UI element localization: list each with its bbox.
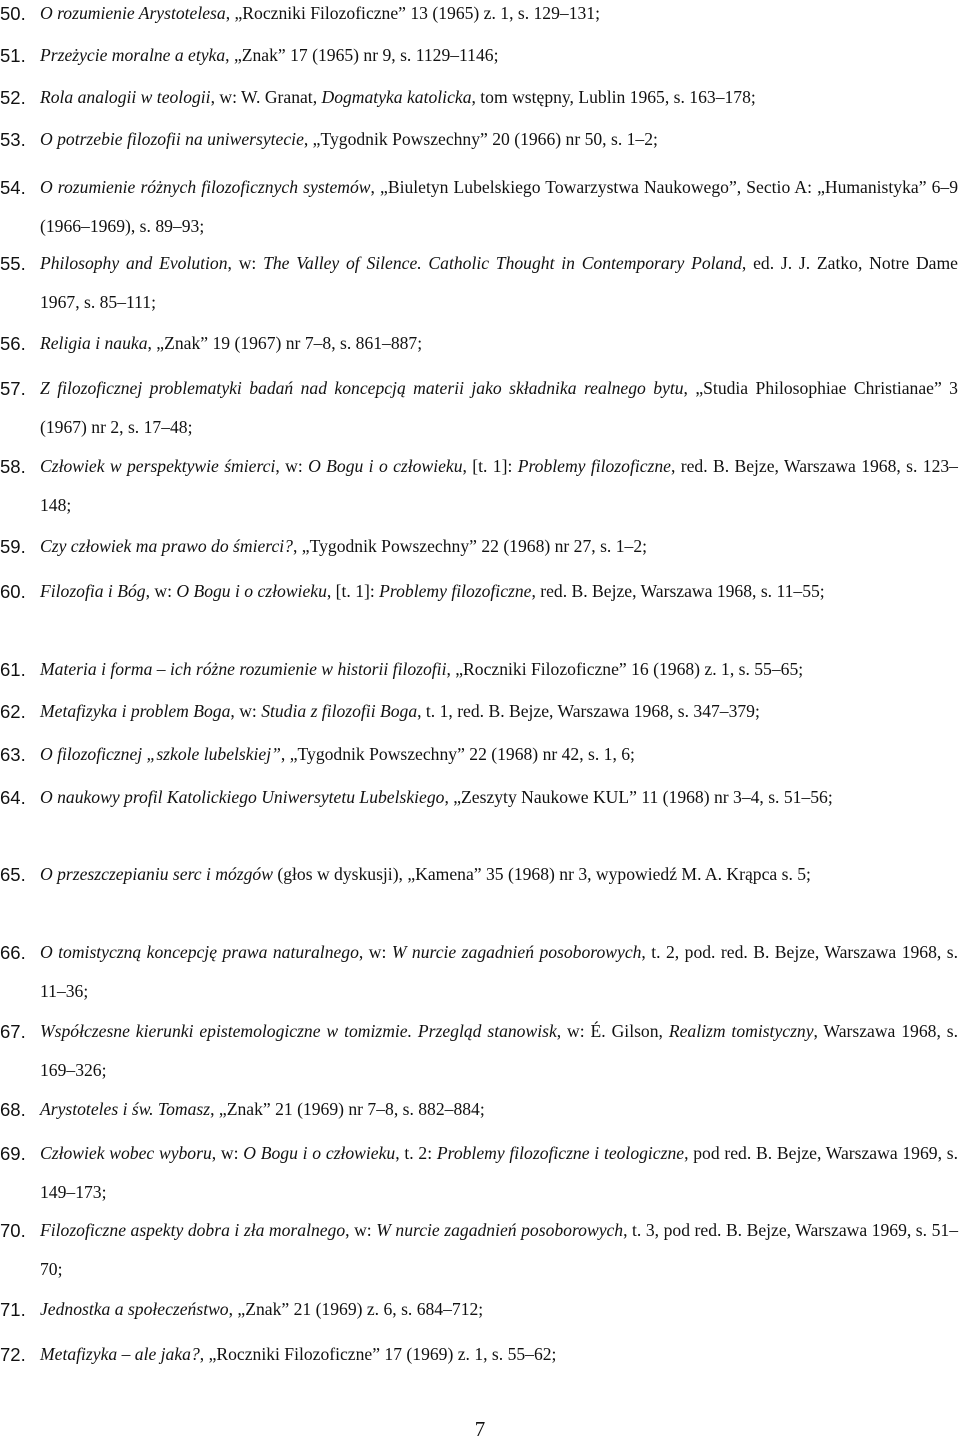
- entry-citation: , red. B. Bejze, Warszawa 1968, s. 11–55;: [531, 581, 825, 601]
- entry-citation: , „Roczniki Filozoficzne” 13 (1965) z. 1, s. 129–131;: [225, 3, 600, 23]
- entry-citation: , w:: [211, 1143, 244, 1163]
- entry-text: [40, 701, 760, 721]
- entry-number: 58.: [0, 456, 26, 477]
- entry-citation: , w:: [358, 942, 392, 962]
- entry-number: 61.: [0, 659, 26, 680]
- entry-citation: , w: W. Granat,: [210, 87, 322, 107]
- entry-text: [40, 456, 958, 515]
- entry-citation: , „Zeszyty Naukowe KUL” 11 (1968) nr 3–4, s. 51–56;: [444, 787, 833, 807]
- bibliography-entry: [0, 1012, 960, 1090]
- entry-citation: , „Biuletyn Lubelskiego Towarzystwa Naukowego”, Sectio A: „Humanistyka” 6–9 (1966–1969), s. 89–93;: [40, 177, 958, 236]
- entry-citation: , t. 2, pod. red. B. Bejze, Warszawa 1968, s. 11–36;: [40, 942, 958, 1001]
- entry-number: 53.: [0, 129, 26, 150]
- entry-source-title: O Bogu i o człowieku: [308, 456, 463, 476]
- entry-citation: , „Roczniki Filozoficzne” 16 (1968) z. 1, s. 55–65;: [446, 659, 804, 679]
- entry-text: [40, 787, 833, 807]
- entry-number: 65.: [0, 864, 26, 885]
- entry-number: 60.: [0, 581, 26, 602]
- entry-citation: , pod red. B. Bejze, Warszawa 1969, s. 149–173;: [40, 1143, 958, 1202]
- entry-number: 59.: [0, 536, 26, 557]
- entry-citation: , „Znak” 21 (1969) nr 7–8, s. 882–884;: [210, 1099, 485, 1119]
- bibliography-entry: [0, 244, 960, 322]
- entry-title: O naukowy profil Katolickiego Uniwersytetu Lubelskiego: [40, 787, 445, 807]
- entry-title: O potrzebie filozofii na uniwersytecie: [40, 129, 304, 149]
- entry-citation: , „Studia Philosophiae Christianae” 3 (1967) nr 2, s. 17–48;: [40, 378, 958, 437]
- entry-title: O rozumienie Arystotelesa: [40, 3, 226, 23]
- entry-number: 72.: [0, 1344, 26, 1365]
- entry-text: [40, 1344, 556, 1364]
- entry-source-title: W nurcie zagadnień posoborowych: [376, 1220, 624, 1240]
- entry-title: Człowiek wobec wyboru: [40, 1143, 212, 1163]
- entry-citation: , red. B. Bejze, Warszawa 1968, s. 123–148;: [40, 456, 958, 515]
- entry-text: [40, 333, 422, 353]
- bibliography-entry: [0, 447, 960, 525]
- page-number: 7: [474, 1417, 486, 1441]
- entry-text: [40, 536, 647, 556]
- entry-citation: (głos w dyskusji), „Kamena” 35 (1968) nr 3, wypowiedź M. A. Krąpca s. 5;: [272, 864, 811, 884]
- entry-citation: , [t. 1]:: [462, 456, 518, 476]
- entry-title: Jednostka a społeczeństwo: [40, 1299, 229, 1319]
- bibliography-entry: [0, 855, 960, 894]
- bibliography-entry: [0, 572, 960, 611]
- entry-citation: , t. 1, red. B. Bejze, Warszawa 1968, s. 347–379;: [417, 701, 760, 721]
- entry-number: 66.: [0, 942, 26, 963]
- entry-title: Z filozoficznej problematyki badań nad koncepcją materii jako składnika realnego bytu: [40, 378, 684, 398]
- entry-number: 67.: [0, 1021, 26, 1042]
- entry-number: 57.: [0, 378, 26, 399]
- entry-source-title: Problemy filozoficzne i teologiczne: [436, 1143, 685, 1163]
- entry-source-title: Dogmatyka katolicka: [321, 87, 472, 107]
- entry-text: [40, 744, 635, 764]
- entry-number: 69.: [0, 1143, 26, 1164]
- entry-text: [40, 1143, 958, 1202]
- entry-citation: , „Znak” 21 (1969) z. 6, s. 684–712;: [228, 1299, 484, 1319]
- bibliography-entry: [0, 78, 960, 117]
- entry-citation: , w: É. Gilson,: [556, 1021, 669, 1041]
- entry-source-title: The Valley of Silence. Catholic Thought in Contemporary Poland: [263, 253, 742, 273]
- bibliography-entry: [0, 778, 960, 817]
- entry-citation: , „Tygodnik Powszechny” 22 (1968) nr 27, s. 1–2;: [292, 536, 647, 556]
- bibliography-entry: [0, 1090, 960, 1129]
- entry-citation: , w:: [145, 581, 177, 601]
- bibliography-entry: [0, 36, 960, 75]
- entry-citation: , t. 3, pod red. B. Bejze, Warszawa 1969, s. 51–70;: [40, 1220, 958, 1279]
- entry-text: [40, 1299, 483, 1319]
- entry-number: 68.: [0, 1099, 26, 1120]
- entry-number: 55.: [0, 253, 26, 274]
- entry-title: Czy człowiek ma prawo do śmierci?: [40, 536, 293, 556]
- entry-number: 52.: [0, 87, 26, 108]
- entry-text: [40, 45, 498, 65]
- entry-number: 50.: [0, 3, 26, 24]
- bibliography-entry: [0, 1290, 960, 1329]
- entry-title: Philosophy and Evolution: [40, 253, 228, 273]
- entry-text: [40, 864, 811, 884]
- entry-number: 64.: [0, 787, 26, 808]
- bibliography-entry: [0, 527, 960, 566]
- bibliography-entry: [0, 1335, 960, 1374]
- entry-text: [40, 1220, 958, 1279]
- entry-text: [40, 942, 958, 1001]
- entry-source-title: Problemy filozoficzne: [517, 456, 671, 476]
- entry-citation: , w:: [345, 1220, 377, 1240]
- entry-number: 54.: [0, 177, 26, 198]
- bibliography-entry: [0, 120, 960, 159]
- entry-title: Filozofia i Bóg: [40, 581, 146, 601]
- bibliography-entry: [0, 369, 960, 447]
- entry-number: 56.: [0, 333, 26, 354]
- entry-title: Materia i forma – ich różne rozumienie w historii filozofii: [40, 659, 447, 679]
- bibliography-entry: [0, 324, 960, 363]
- entry-text: [40, 177, 958, 236]
- bibliography-entry: [0, 168, 960, 246]
- bibliography-entry: [0, 1134, 960, 1212]
- entry-text: [40, 87, 756, 107]
- entry-citation: , Warszawa 1968, s. 169–326;: [40, 1021, 958, 1080]
- entry-citation: , „Tygodnik Powszechny” 22 (1968) nr 42, s. 1, 6;: [280, 744, 635, 764]
- entry-citation: , „Znak” 19 (1967) nr 7–8, s. 861–887;: [147, 333, 423, 353]
- entry-title: Arystoteles i św. Tomasz: [40, 1099, 211, 1119]
- bibliography-entry: [0, 692, 960, 731]
- entry-number: 63.: [0, 744, 26, 765]
- entry-title: O przeszczepianiu serc i mózgów: [40, 864, 273, 884]
- entry-title: Metafizyka – ale jaka?: [40, 1344, 200, 1364]
- bibliography-entry: [0, 0, 960, 33]
- bibliography-entry: [0, 735, 960, 774]
- entry-citation: , „Tygodnik Powszechny” 20 (1966) nr 50, s. 1–2;: [303, 129, 658, 149]
- entry-number: 62.: [0, 701, 26, 722]
- entry-number: 70.: [0, 1220, 26, 1241]
- entry-title: Religia i nauka: [40, 333, 148, 353]
- entry-source-title: Problemy filozoficzne: [379, 581, 532, 601]
- entry-source-title: O Bogu i o człowieku: [243, 1143, 396, 1163]
- bibliography-entry: [0, 933, 960, 1011]
- entry-text: [40, 581, 825, 601]
- entry-title: Człowiek w perspektywie śmierci: [40, 456, 276, 476]
- entry-title: Rola analogii w teologii: [40, 87, 211, 107]
- entry-citation: , t. 2:: [395, 1143, 437, 1163]
- entry-citation: , w:: [275, 456, 309, 476]
- entry-text: [40, 659, 803, 679]
- entry-title: Metafizyka i problem Boga: [40, 701, 231, 721]
- entry-number: 71.: [0, 1299, 26, 1320]
- entry-title: O filozoficznej „szkole lubelskiej”: [40, 744, 281, 764]
- entry-title: Filozoficzne aspekty dobra i zła moralnego: [40, 1220, 346, 1240]
- entry-title: Przeżycie moralne a etyka: [40, 45, 226, 65]
- entry-text: [40, 253, 958, 312]
- entry-citation: , w:: [230, 701, 262, 721]
- bibliography-entry: [0, 650, 960, 689]
- entry-text: [40, 1021, 958, 1080]
- entry-title: Współczesne kierunki epistemologiczne w tomizmie. Przegląd stanowisk: [40, 1021, 557, 1041]
- entry-citation: , ed. J. J. Zatko, Notre Dame 1967, s. 85–111;: [40, 253, 958, 312]
- entry-citation: , „Znak” 17 (1965) nr 9, s. 1129–1146;: [225, 45, 499, 65]
- entry-text: [40, 378, 958, 437]
- entry-text: [40, 1099, 485, 1119]
- entry-text: [40, 129, 658, 149]
- entry-citation: , w:: [227, 253, 264, 273]
- bibliography-entry: [0, 1211, 960, 1289]
- entry-source-title: O Bogu i o człowieku: [176, 581, 327, 601]
- entry-source-title: Studia z filozofii Boga: [261, 701, 418, 721]
- entry-citation: , tom wstępny, Lublin 1965, s. 163–178;: [471, 87, 756, 107]
- entry-citation: , [t. 1]:: [326, 581, 380, 601]
- entry-source-title: W nurcie zagadnień posoborowych: [391, 942, 642, 962]
- entry-number: 51.: [0, 45, 26, 66]
- entry-title: O tomistyczną koncepcję prawa naturalnego: [40, 942, 359, 962]
- entry-title: O rozumienie różnych filozoficznych systemów: [40, 177, 371, 197]
- entry-citation: , „Roczniki Filozoficzne” 17 (1969) z. 1, s. 55–62;: [199, 1344, 557, 1364]
- entry-source-title: Realizm tomistyczny: [668, 1021, 814, 1041]
- entry-text: [40, 3, 600, 23]
